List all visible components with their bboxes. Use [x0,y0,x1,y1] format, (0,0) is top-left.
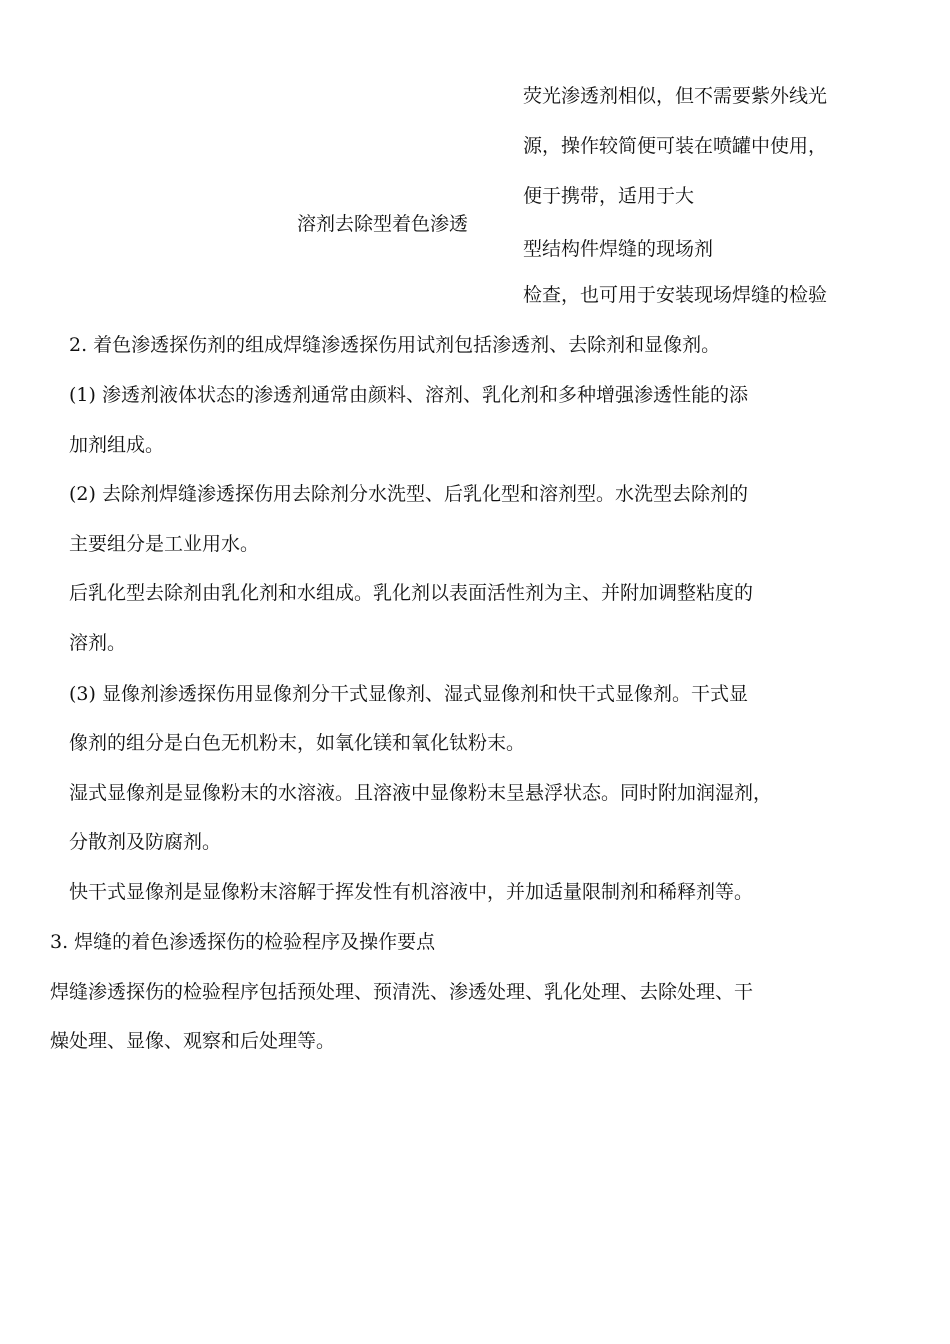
table-right-cell-line: 型结构件焊缝的现场剂 [523,238,714,260]
table-right-cell-line: 便于携带，适用于大 [523,185,695,207]
paragraph-line: 分散剂及防腐剂。 [69,831,222,853]
paragraph-line: 燥处理、显像、观察和后处理等。 [50,1030,336,1052]
table-right-cell-line: 源，操作较简便可装在喷罐中使用， [523,135,828,157]
paragraph-line: (3) 显像剂渗透探伤用显像剂分干式显像剂、湿式显像剂和快干式显像剂。干式显 [69,683,748,705]
paragraph-line: 焊缝渗透探伤的检验程序包括预处理、预清洗、渗透处理、乳化处理、去除处理、干 [50,981,754,1003]
section-heading-2: 2. 着色渗透探伤剂的组成焊缝渗透探伤用试剂包括渗透剂、去除剂和显像剂。 [69,334,721,356]
paragraph-line: 快干式显像剂是显像粉末溶解于挥发性有机溶液中，并加适量限制剂和稀释剂等。 [69,881,754,903]
paragraph-line: 像剂的组分是白色无机粉末，如氧化镁和氧化钛粉末。 [69,732,526,754]
paragraph-line: 后乳化型去除剂由乳化剂和水组成。乳化剂以表面活性剂为主、并附加调整粘度的 [69,582,754,604]
table-right-cell-line: 荧光渗透剂相似，但不需要紫外线光 [523,85,828,107]
paragraph-line: 加剂组成。 [69,434,165,456]
paragraph-line: (2) 去除剂焊缝渗透探伤用去除剂分水洗型、后乳化型和溶剂型。水洗型去除剂的 [69,483,748,505]
paragraph-line: 主要组分是工业用水。 [69,533,260,555]
table-right-cell-line: 检查，也可用于安装现场焊缝的检验 [523,284,828,306]
paragraph-line: 溶剂。 [69,632,127,654]
paragraph-line: (1) 渗透剂液体状态的渗透剂通常由颜料、溶剂、乳化剂和多种增强渗透性能的添 [69,384,748,406]
paragraph-line: 湿式显像剂是显像粉末的水溶液。且溶液中显像粉末呈悬浮状态。同时附加润湿剂， [69,782,773,804]
section-heading-3: 3. 焊缝的着色渗透探伤的检验程序及操作要点 [50,931,436,953]
table-left-cell: 溶剂去除型着色渗透 [297,213,469,235]
